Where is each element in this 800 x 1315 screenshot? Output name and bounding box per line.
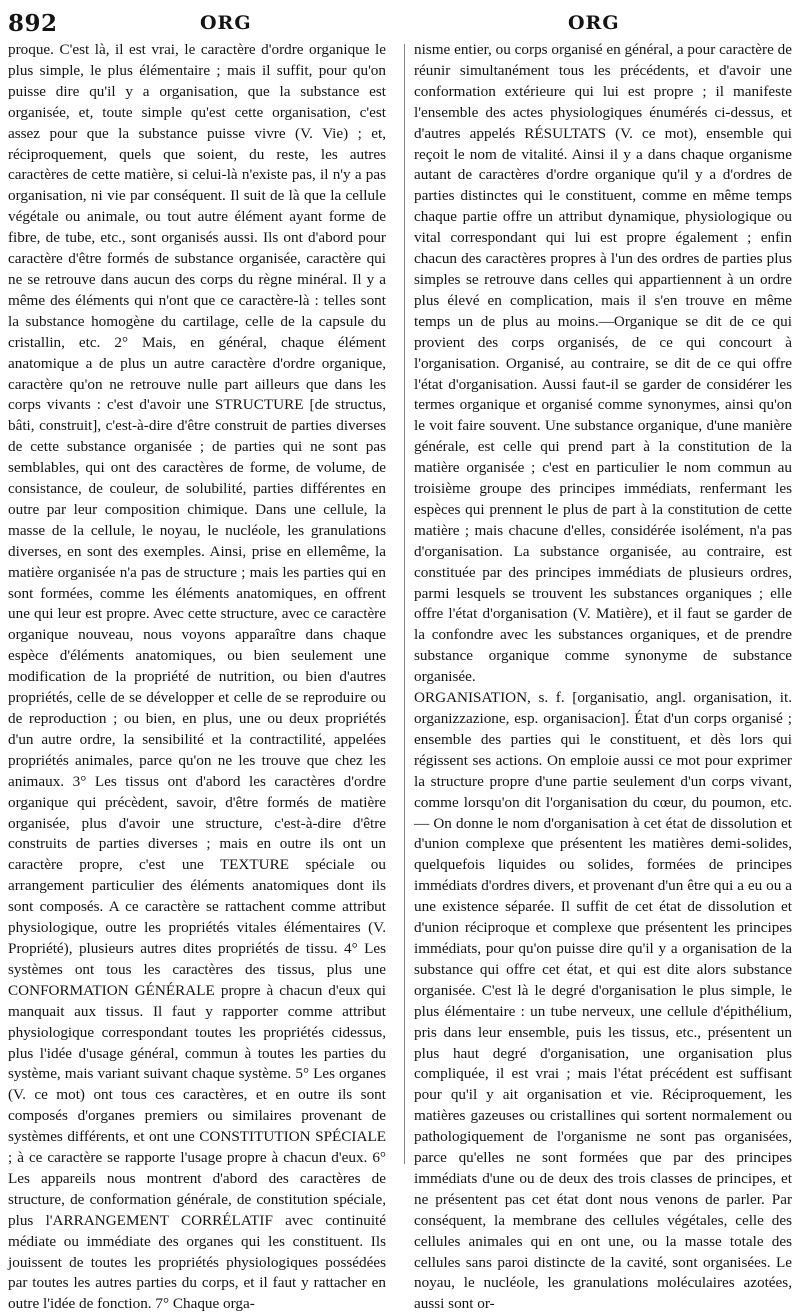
entry-organisation: ORGANISATION, s. f. [organisatio, angl. organisation, it. organizzazione, esp. organisacion]. État d'un corps organisé ; ensemble des parties qui le constituent, et dès lors qui régissent ses actions. On emploie aussi ce mot pour exprimer la structure propre d'une partie seulement d'un corps vivant, comme lorsqu'on dit l'organisation du cœur, du poumon, etc.— On donne le nom d'organisation à cet état de dissolution et d'union complexe que présentent les matières demi-solides, quelquefois liquides ou solides, formées de principes immédiats d'ordres divers, et provenant d'un être qui a eu ou a une existence séparée. Il suffit de cet état de dissolution et d'union réciproque et complexe que présentent les principes immédiats, pour qu'on puisse dire qu'il y a organisation de la substance qui offre cet état, et qui est dite alors substance organisée. C'est là le degré d'organisation le plus simple, le plus élémentaire : un tube nerveux, une cellule d'épithélium, pris dans leur ensemble, puis les tissus, etc., présentent un plus haut degré d'organisation, une organisation plus compliquée, il est vrai ; mais l'état précédent est suffisant pour qu'il y ait organisation et vie. Réciproquement, les matières gazeuses ou cristallines qui sortent normalement ou pathologiquement de l'organisme ne sont pas organisées, parce qu'elles ne sont formées que par des principes immédiats d'une ou de deux des trois classes de principes, et ne présentent pas cet état dont nous venons de parler. Par conséquent, la membrane des cellules végétales, celle des cellules animales qui en ont une, ou la masse totale des cellules sans paroi distincte de la cavité, sont organisées. Le noyau, le nucléole, les granulations moléculaires azotées, aussi sont or- [414, 689, 792, 1313]
left-column [8, 40, 386, 1315]
column-divider [404, 44, 405, 1164]
page-number: 892 [8, 10, 58, 37]
running-head-left: ORG [200, 12, 252, 34]
right-column-paragraph-continuation: nisme entier, ou corps organisé en général, a pour caractère de réunir simultanément tous les précédents, et d'avoir une conformation extérieure qui lui est propre ; il manifeste l'ensemble des actes physiologiques énumérés ci-dessus, et d'autres appelés RÉSULTATS (V. ce mot), ensemble qui reçoit le nom de vitalité. Ainsi il y a dans chaque organisme autant de caractères d'ordre organique qu'il y a d'ordres de parties distinctes qui le constituent, comme en même temps chaque partie offre un attribut dynamique, physiologique ou vital correspondant qui lui est propre également ; enfin chacun des caractères propres à l'un des ordres de parties plus simples se retrouve dans celles qui appartiennent à un ordre plus élevé en complication, mais il s'en trouve en même temps un de plus au moins.—Organique se dit de ce qui provient des corps organisés, de ce qui concourt à l'organisation. Organisé, au contraire, se dit de ce qui offre l'état d'organisation. Aussi faut-il se garder de considérer les termes organique et organisé comme synonymes, ainsi qu'on le voit faire souvent. Une substance organique, d'une manière générale, est celle qui prend part à la constitution de la matière organisée ; c'est en particulier le nom commun au troisième groupe des principes immédiats, renfermant les espèces qui prennent le plus de part à la constitution de cette matière ; mais chacune d'elles, considérée isolément, n'a pas d'organisation. La substance organisée, au contraire, est constituée par des principes immédiats de plusieurs ordres, parmi lesquels se trouvent les substances organiques ; elle offre l'état d'organisation (V. Matière), et il faut se garder de la confondre avec les substances organiques, et de prendre substance organique comme synonyme de substance organisée. [414, 41, 792, 686]
left-column-paragraph: proque. C'est là, il est vrai, le caractère d'ordre organique le plus simple, le plus élémentaire ; mais il suffit, pour qu'on puisse dire qu'il y a organisation, que la substance est organisée, et, toute simple qu'est cette organisation, c'est assez pour que la substance puisse vivre (V. Vie) ; et, réciproquement, quels que soient, du reste, les autres caractères de cette matière, si celui-là n'existe pas, il n'y a pas organisation, ni vie par conséquent. Il suit de là que la cellule végétale ou animale, ou tout autre élément ayant forme de fibre, de tube, etc., sont organisés aussi. Ils ont d'abord pour caractère d'être formés de substance organisée, caractère qui ne se retrouve dans aucun des corps du règne minéral. Il y a même des éléments qui n'ont que ce caractère-là : telles sont la substance homogène du cartilage, celle de la capsule du cristallin, etc. 2° Mais, en général, chaque élément anatomique a de plus un autre caractère d'ordre organique, caractère qu'on ne retrouve nulle part ailleurs que dans les corps vivants : c'est d'avoir une STRUCTURE [de structus, bâti, construit], c'est-à-dire d'être construit de parties diverses de cette substance organisée ; de parties qui ne sont pas semblables, qui ont des caractères de forme, de volume, de consistance, de couleur, de solubilité, parties différentes en outre par leur composition chimique. Dans une cellule, la masse de la cellule, le noyau, le nucléole, les granulations diverses, en sont des exemples. Ainsi, prise en ellemême, la matière organisée n'a pas de structure ; mais les parties qui en sont formées, comme les éléments anatomiques, en offrent une qui leur est propre. Avec cette structure, avec ce caractère organique nouveau, nous voyons apparaître dans chaque espèce d'éléments anatomiques, ou bien seulement une modification de la propriété de nutrition, ou bien d'autres propriétés, celle de se développer et celle de se reproduire ou de reproduction ; ou bien, en plus, une ou deux propriétés d'un autre ordre, la sensibilité et la contractilité, appelées propriétés animales, parce qu'on ne les trouve que chez les animaux. 3° Les tissus ont d'abord les caractères d'ordre organique qui précèdent, savoir, d'être formés de matière organisée, plus d'avoir une structure, c'est-à-dire d'être construits de parties diverses ; mais en outre ils ont un caractère propre, c'est une TEXTURE spéciale ou arrangement particulier des éléments anatomiques dont ils sont composés. A ce caractère se rattachent comme attribut physiologique, outre les propriétés vitales élémentaires (V. Propriété), plusieurs autres dites propriétés de tissu. 4° Les systèmes ont tous les caractères des tissus, plus une CONFORMATION GÉNÉRALE propre à chacun d'eux qui manquait aux tissus. Il faut y rapporter comme attribut physiologique correspondant toutes les propriétés cidessus, plus l'idée d'usage général, commun à toutes les parties du système, mais variant suivant chaque système. 5° Les organes (V. ce mot) ont tous ces caractères, et en outre ils sont composés d'organes premiers ou similaires provenant de systèmes différents, et ont une CONSTITUTION SPÉCIALE ; à ce caractère se rapporte l'usage propre à chacun d'eux. 6° Les appareils nous montrent d'abord des caractères de structure, de conformation générale, de constitution spéciale, plus l'ARRANGEMENT CORRÉLATIF avec continuité médiate ou immédiate des organes qui les constituent. Ils jouissent de toutes les propriétés physiologiques possédées par toutes les autres parties du corps, et il faut y rattacher en outre l'idée de fonction. 7° Chaque orga- [8, 41, 386, 1313]
page-header [0, 4, 800, 38]
right-column [414, 40, 792, 1315]
running-head-right: ORG [568, 12, 620, 34]
